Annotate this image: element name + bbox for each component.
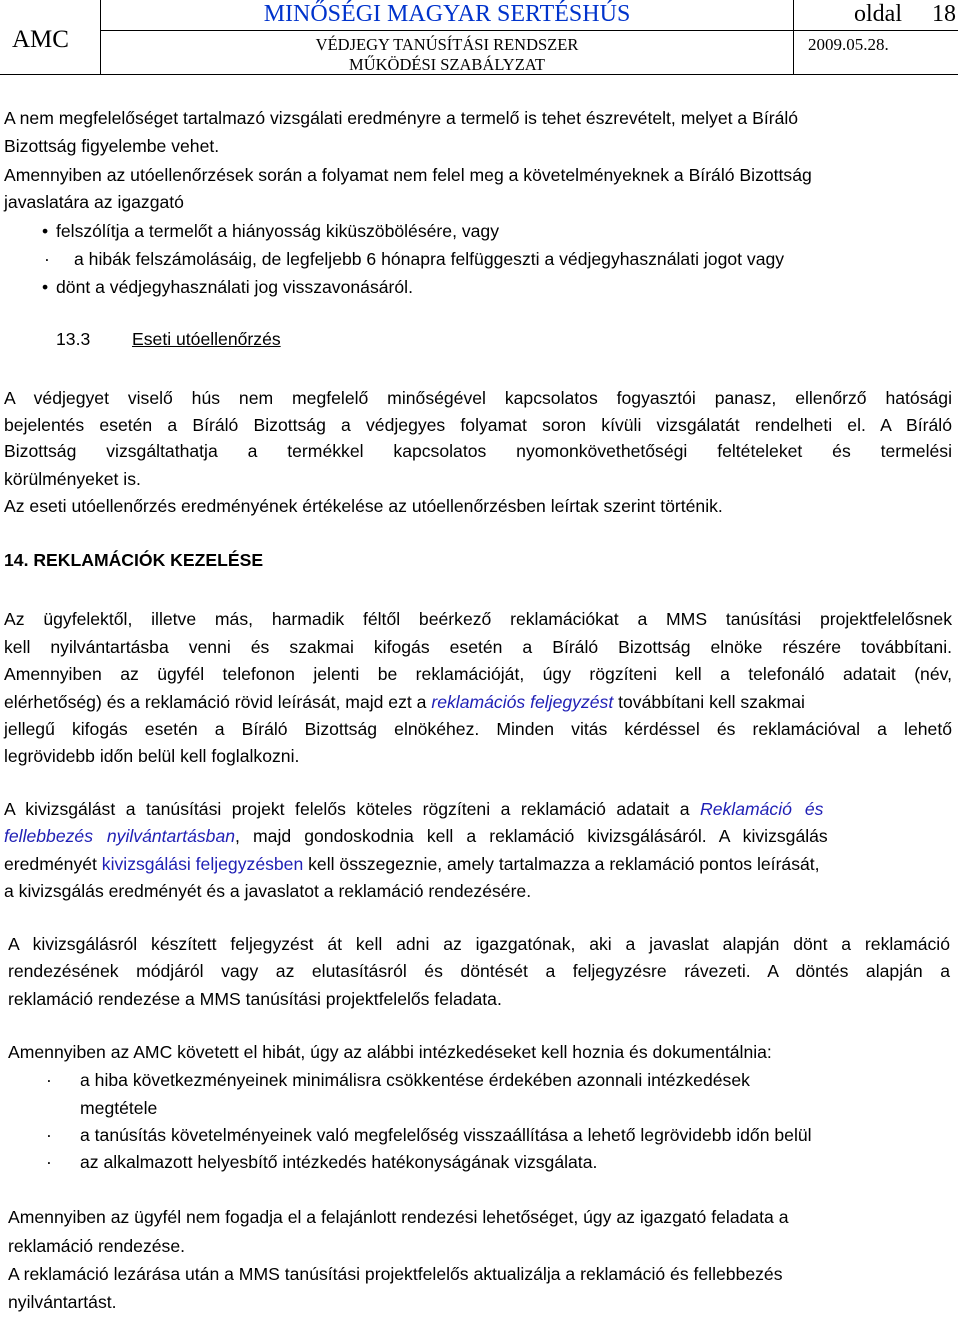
- bullet-icon: •: [42, 277, 49, 297]
- paragraph-line: bejelentés esetén a Bíráló Bizottság a védjegyes folyamat soron kívüli vizsgálatát rendelheti el. A Bíráló: [4, 415, 952, 435]
- intro-line-2: Bizottság figyelembe vehet.: [4, 136, 220, 156]
- section-heading: 14. REKLAMÁCIÓK KEZELÉSE: [4, 550, 264, 570]
- list-item: az alkalmazott helyesbítő intézkedés hatékonyságának vizsgálata.: [80, 1152, 598, 1172]
- paragraph-line: kell nyilvántartásba venni és szakmai kifogás esetén a Bíráló Bizottság elnöke részére továbbítani.: [4, 637, 952, 657]
- paragraph-line: reklamáció rendezése a MMS tanúsítási projektfelelős feladata.: [8, 989, 502, 1009]
- bullet-icon: ·: [46, 1070, 52, 1090]
- bullet-icon: ·: [44, 249, 50, 269]
- paragraph-line: [4, 850, 820, 878]
- paragraph-line: Az ügyfelektől, illetve más, harmadik féltől beérkező reklamációkat a MMS tanúsítási projektfelelősnek: [4, 609, 952, 629]
- paragraph-line: Amennyiben az ügyfél nem fogadja el a felajánlott rendezési lehetőséget, úgy az igazgató feladata a: [8, 1207, 789, 1227]
- paragraph-line: [4, 688, 952, 716]
- text-segment: [4, 688, 805, 716]
- paragraph-line: reklamáció rendezése.: [8, 1236, 186, 1256]
- paragraph-line: Amennyiben az AMC követett el hibát, úgy az alábbi intézkedéseket kell hoznia és dokumentálnia:: [8, 1042, 772, 1062]
- text-run: elérhetőség) és a reklamáció rövid leírását, majd ezt a: [4, 692, 432, 712]
- header-page-cell: [794, 0, 958, 74]
- intro-line-4: javaslatára az igazgató: [4, 192, 184, 212]
- text-run: A kivizsgálást a tanúsítási projekt felelős köteles rögzíteni a reklamáció adatait a: [4, 799, 701, 819]
- paragraph-line: [4, 795, 823, 823]
- header-subtitle-1: VÉDJEGY TANÚSÍTÁSI RENDSZER: [315, 35, 579, 54]
- paragraph-line: Amennyiben az ügyfél telefonon jelenti be reklamációját, úgy rögzíteni kell a telefonáló adatait (név,: [4, 664, 952, 684]
- paragraph-line: [4, 822, 828, 850]
- paragraph-line: jellegű kifogás esetén a Bíráló Bizottság elnökéhez. Minden vitás kérdéssel és reklamációval a lehető: [4, 719, 952, 739]
- header-page-number: 18: [932, 1, 956, 27]
- text-run: kell összegeznie, amely tartalmazza a reklamáció pontos leírását,: [303, 854, 820, 874]
- list-item: a tanúsítás követelményeinek való megfelelőség visszaállítása a lehető legrövidebb időn belül: [80, 1125, 812, 1145]
- header-title: MINŐSÉGI MAGYAR SERTÉSHÚS: [263, 1, 631, 27]
- paragraph-line: A kivizsgálásról készített feljegyzést át kell adni az igazgatónak, aki a javaslat alapján dönt a reklamáció: [8, 934, 950, 954]
- paragraph-line: a kivizsgálás eredményét és a javaslatot a reklamáció rendezésére.: [4, 881, 532, 901]
- paragraph-line: rendezésének módjáról vagy az elutasításról és döntését a feljegyzésre rávezeti. A döntés alapján a: [8, 961, 950, 981]
- paragraph-line: A reklamáció lezárása után a MMS tanúsítási projektfelelős aktualizálja a reklamáció és fellebbezés: [8, 1264, 783, 1284]
- list-item: felszólítja a termelőt a hiányosság kiküszöbölésére, vagy: [56, 221, 500, 241]
- list-item: megtétele: [80, 1098, 158, 1118]
- bullet-icon: •: [42, 221, 49, 241]
- paragraph-line: körülményeket is.: [4, 469, 141, 489]
- text-run: , majd gondoskodnia kell a reklamáció kivizsgálásáról. A kivizsgálás: [235, 826, 828, 846]
- paragraph-line: legrövidebb időn belül kell foglalkozni.: [4, 746, 300, 766]
- paragraph-line: Bizottság vizsgáltathatja a termékkel kapcsolatos nyomonkövethetőségi feltételeket és termelési: [4, 441, 952, 461]
- bullet-icon: ·: [46, 1152, 52, 1172]
- header-date: 2009.05.28.: [808, 35, 889, 54]
- list-item: a hibák felszámolásáig, de legfeljebb 6 hónapra felfüggeszti a védjegyhasználati jogot vagy: [74, 249, 785, 269]
- form-reference-link: reklamációs feljegyzést: [431, 692, 614, 712]
- header-subtitle-2: MŰKÖDÉSI SZABÁLYZAT: [349, 55, 545, 74]
- header-page-label: oldal: [854, 1, 902, 27]
- bullet-icon: ·: [46, 1125, 52, 1145]
- header-logo-cell: [0, 0, 101, 74]
- header-title-cell: [101, 0, 794, 74]
- page-header: [0, 0, 958, 75]
- form-reference-link: fellebbezés nyilvántartásban: [4, 826, 236, 846]
- text-run: eredményét: [4, 854, 102, 874]
- paragraph-line: A védjegyet viselő hús nem megfelelő minőségével kapcsolatos fogyasztói panasz, ellenőrző hatósági: [4, 388, 952, 408]
- list-item: dönt a védjegyhasználati jog visszavonásáról.: [56, 277, 413, 297]
- header-logo-text: AMC: [12, 26, 69, 53]
- paragraph-line: Az eseti utóellenőrzés eredményének értékelése az utóellenőrzésben leírtak szerint történik.: [4, 496, 723, 516]
- form-reference-link: kivizsgálási feljegyzésben: [101, 854, 304, 874]
- list-item: a hiba következményeinek minimálisra csökkentése érdekében azonnali intézkedések: [80, 1070, 750, 1090]
- intro-line-3: Amennyiben az utóellenőrzések során a folyamat nem felel meg a követelményeknek a Bíráló Bizottság: [4, 165, 812, 185]
- section-number: 13.3: [56, 329, 91, 349]
- intro-line-1: A nem megfelelőséget tartalmazó vizsgálati eredményre a termelő is tehet észrevételt, melyet a Bíráló: [4, 108, 799, 128]
- section-title: Eseti utóellenőrzés: [132, 329, 281, 349]
- form-reference-link: Reklamáció és: [700, 799, 824, 819]
- paragraph-line: nyilvántartást.: [8, 1292, 117, 1312]
- text-run: továbbítani kell szakmai: [613, 692, 805, 712]
